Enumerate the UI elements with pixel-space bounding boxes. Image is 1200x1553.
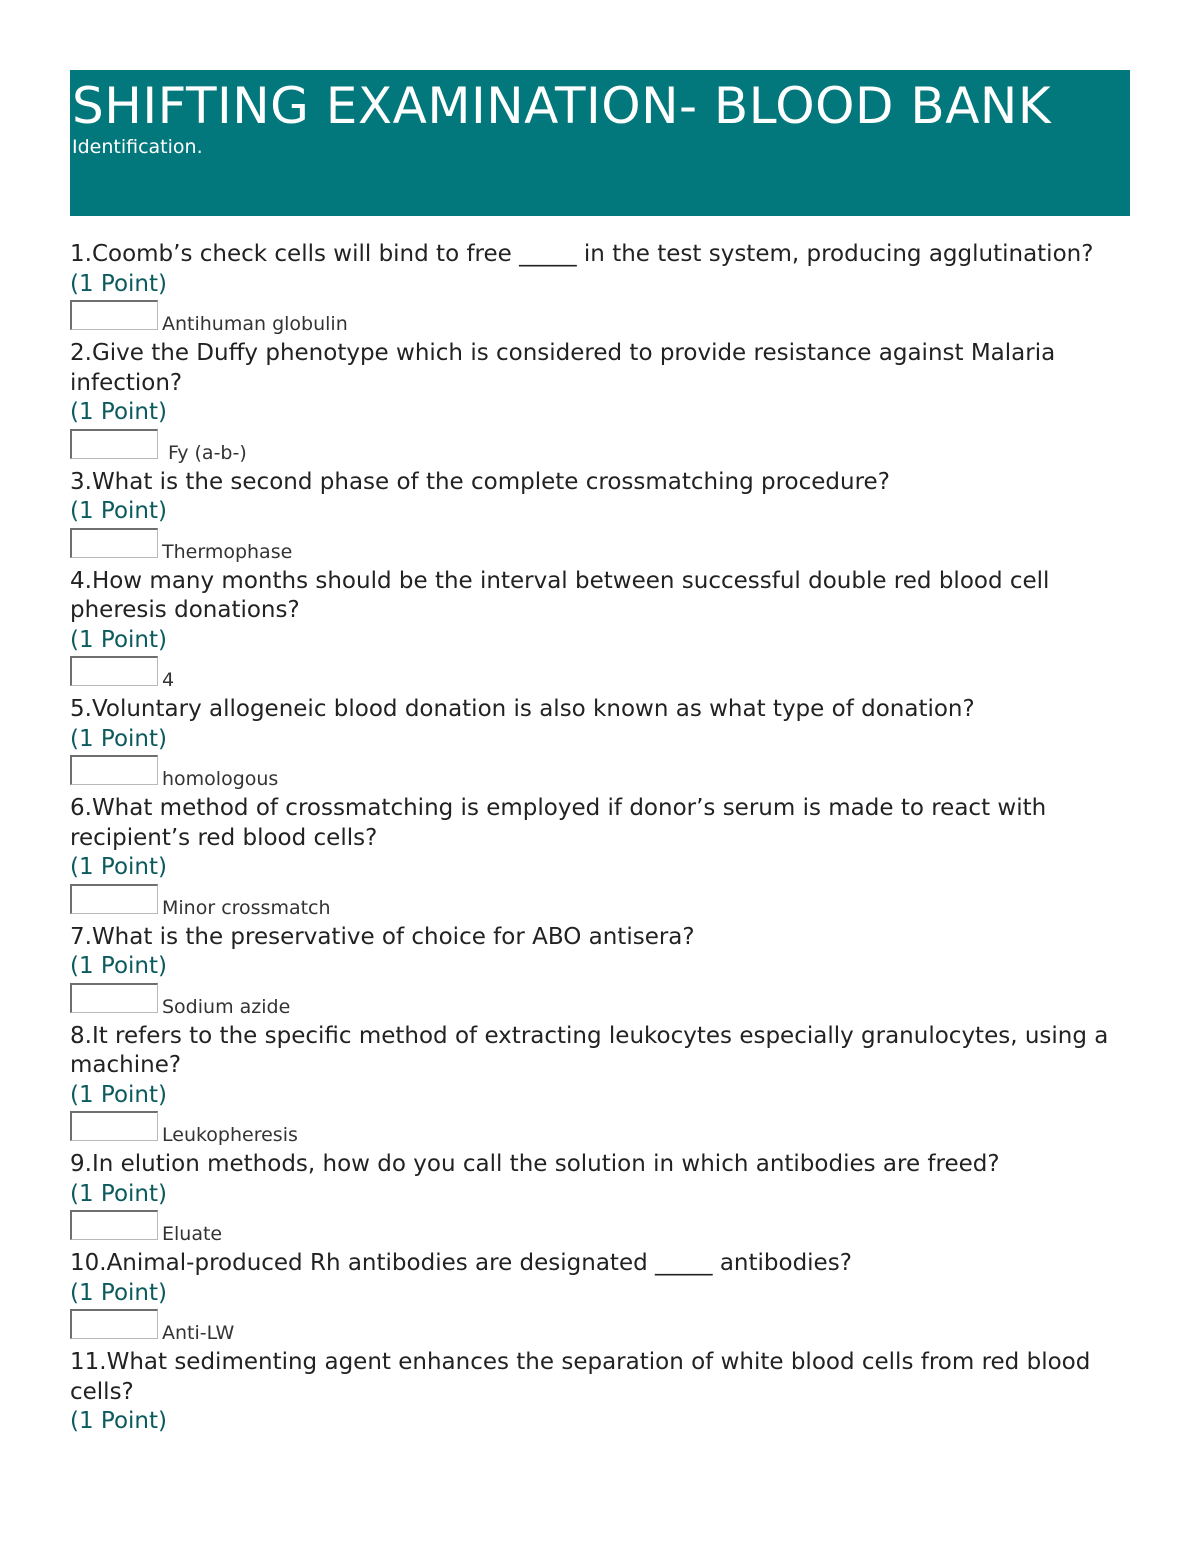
question-points: (1 Point) (70, 1279, 167, 1306)
answer-input[interactable] (70, 1210, 158, 1240)
question-7 (70, 923, 1130, 1022)
answer-row (70, 982, 1130, 1022)
question-points: (1 Point) (70, 399, 167, 425)
answer-input[interactable] (70, 528, 158, 558)
answer-text: Fy (a-b-) (162, 441, 247, 464)
answer-text: Thermophase (162, 540, 293, 563)
question-points: (1 Point) (70, 1180, 167, 1207)
question-points: (1 Point) (70, 1081, 167, 1108)
question-text: 10.Animal-produced Rh antibodies are designated _____ antibodies? (70, 1250, 852, 1276)
question-points: (1 Point) (70, 626, 167, 653)
question-points: (1 Point) (70, 854, 167, 880)
question-text: 11.What sedimenting agent enhances the separation of white blood cells from red blood cells? (70, 1349, 1091, 1405)
answer-text: 4 (162, 669, 175, 691)
question-3 (70, 468, 1130, 567)
answer-row (70, 883, 1130, 923)
question-5 (70, 695, 1130, 794)
question-text: 3.What is the second phase of the complete crossmatching procedure? (70, 468, 890, 495)
question-9 (70, 1150, 1130, 1249)
answer-input[interactable] (70, 656, 158, 686)
answer-text: Sodium azide (162, 995, 291, 1018)
answer-text: homologous (162, 768, 279, 790)
question-points: (1 Point) (70, 953, 167, 979)
answer-row (70, 1209, 1130, 1249)
question-points: (1 Point) (70, 725, 167, 752)
question-text: 6.What method of crossmatching is employed if donor’s serum is made to react with recipient’s red blood cells? (70, 795, 1047, 851)
question-text: 5.Voluntary allogeneic blood donation is also known as what type of donation? (70, 696, 975, 722)
answer-input[interactable] (70, 1309, 158, 1339)
answer-row (70, 1110, 1130, 1150)
question-4 (70, 567, 1130, 696)
answer-text: Anti-LW (162, 1322, 235, 1344)
exam-subtitle: Identification. (72, 136, 203, 158)
question-text: 7.What is the preservative of choice for ABO antisera? (70, 923, 695, 950)
answer-text: Minor crossmatch (162, 896, 331, 919)
answer-text: Antihuman globulin (162, 313, 348, 335)
exam-title: SHIFTING EXAMINATION- BLOOD BANK (72, 77, 1052, 135)
question-2 (70, 339, 1130, 468)
question-points: (1 Point) (70, 1408, 167, 1434)
question-text: 2.Give the Duffy phenotype which is considered to provide resistance against Malaria infection? (70, 340, 1056, 396)
answer-input[interactable] (70, 755, 158, 785)
question-points: (1 Point) (70, 270, 167, 297)
answer-text: Leukopheresis (162, 1124, 298, 1146)
exam-page (70, 70, 1130, 1437)
answer-input[interactable] (70, 429, 158, 459)
answer-row (70, 655, 1130, 695)
answer-row (70, 299, 1130, 339)
question-list (70, 240, 1130, 1437)
answer-input[interactable] (70, 884, 158, 914)
question-6 (70, 794, 1130, 923)
question-text: 9.In elution methods, how do you call the solution in which antibodies are freed? (70, 1151, 1000, 1177)
answer-input[interactable] (70, 1111, 158, 1141)
question-text: 8.It refers to the specific method of extracting leukocytes especially granulocytes, using a machine? (70, 1022, 1109, 1078)
question-10 (70, 1249, 1130, 1348)
answer-input[interactable] (70, 300, 158, 330)
answer-input[interactable] (70, 983, 158, 1013)
question-points: (1 Point) (70, 498, 167, 524)
question-1 (70, 240, 1130, 339)
answer-row (70, 527, 1130, 567)
answer-text: Eluate (162, 1223, 223, 1245)
exam-header (70, 70, 1130, 216)
question-text: 1.Coomb’s check cells will bind to free _____ in the test system, producing agglutination? (70, 241, 1094, 267)
answer-row (70, 754, 1130, 794)
question-text: 4.How many months should be the interval between successful double red blood cell pheresis donations? (70, 567, 1050, 623)
question-8 (70, 1022, 1130, 1151)
answer-row (70, 1308, 1130, 1348)
answer-row (70, 428, 1130, 468)
question-11 (70, 1348, 1130, 1437)
